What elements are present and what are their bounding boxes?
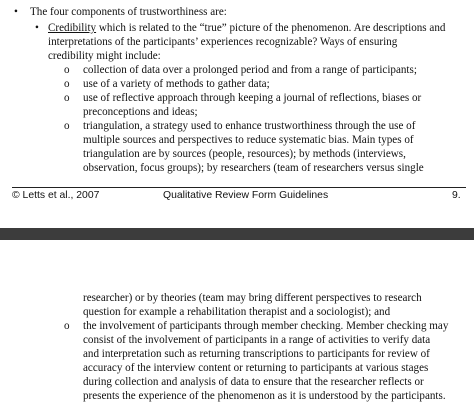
page-separator-bar bbox=[0, 228, 474, 240]
list-item: collection of data over a prolonged period and from a range of participants; bbox=[83, 64, 417, 76]
footer-page-number: 9. bbox=[452, 190, 461, 201]
circle-bullet-icon: o bbox=[64, 320, 70, 332]
bullet-icon: • bbox=[14, 6, 18, 18]
list-item-continuation: multiple sources and perspectives to reduce systematic bias. Main types of bbox=[83, 134, 414, 146]
list-item: use of reflective approach through keeping a journal of reflections, biases or bbox=[83, 92, 422, 104]
list-item: triangulation, a strategy used to enhance trustworthiness through the use of bbox=[83, 120, 416, 132]
footer-copyright: © Letts et al., 2007 bbox=[12, 190, 100, 201]
circle-bullet-icon: o bbox=[64, 120, 70, 132]
circle-bullet-icon: o bbox=[64, 92, 70, 104]
list-item-continuation: observation, focus groups); by researchers (team of researchers versus single bbox=[83, 162, 424, 174]
list-item-continuation: during collection and analysis of data to ensure that the researcher reflects or bbox=[83, 376, 424, 388]
list-item-continuation: question for example a rehabilitation therapist and a sociologist); and bbox=[83, 306, 391, 318]
page-separator bbox=[0, 214, 474, 248]
list-item-continuation: presents the experience of the phenomenon as it is understood by the participants. bbox=[83, 390, 446, 402]
credibility-text-line: interpretations of the participants’ experiences recognizable? Ways of ensuring bbox=[48, 36, 398, 48]
credibility-line bbox=[48, 22, 445, 36]
document-page-bottom bbox=[0, 248, 474, 404]
list-item-continuation: triangulation are by sources (people, resources); by methods (interviews, bbox=[83, 148, 406, 160]
list-item-continuation: consist of the involvement of participants in a range of activities to verify data bbox=[83, 334, 431, 346]
list-item-continuation: researcher) or by theories (team may bring different perspectives to research bbox=[83, 292, 422, 304]
list-item: the involvement of participants through member checking. Member checking may bbox=[83, 320, 449, 332]
circle-bullet-icon: o bbox=[64, 64, 70, 76]
credibility-term: Credibility bbox=[48, 22, 97, 34]
footer-divider bbox=[12, 187, 466, 188]
credibility-definition: which is related to the “true” picture of the phenomenon. Are descriptions and bbox=[96, 22, 446, 34]
list-item-continuation: accuracy of the interview content or returning to participants at various stages bbox=[83, 362, 429, 374]
list-item-continuation: and interpretation such as returning transcriptions to participants for review of bbox=[83, 348, 430, 360]
bullet-icon: • bbox=[35, 22, 39, 34]
components-heading: The four components of trustworthiness are: bbox=[30, 6, 227, 18]
credibility-text-line: credibility might include: bbox=[48, 50, 161, 62]
footer-title: Qualitative Review Form Guidelines bbox=[163, 190, 329, 201]
circle-bullet-icon: o bbox=[64, 78, 70, 90]
list-item-continuation: preconceptions and ideas; bbox=[83, 106, 198, 118]
list-item: use of a variety of methods to gather data; bbox=[83, 78, 270, 90]
